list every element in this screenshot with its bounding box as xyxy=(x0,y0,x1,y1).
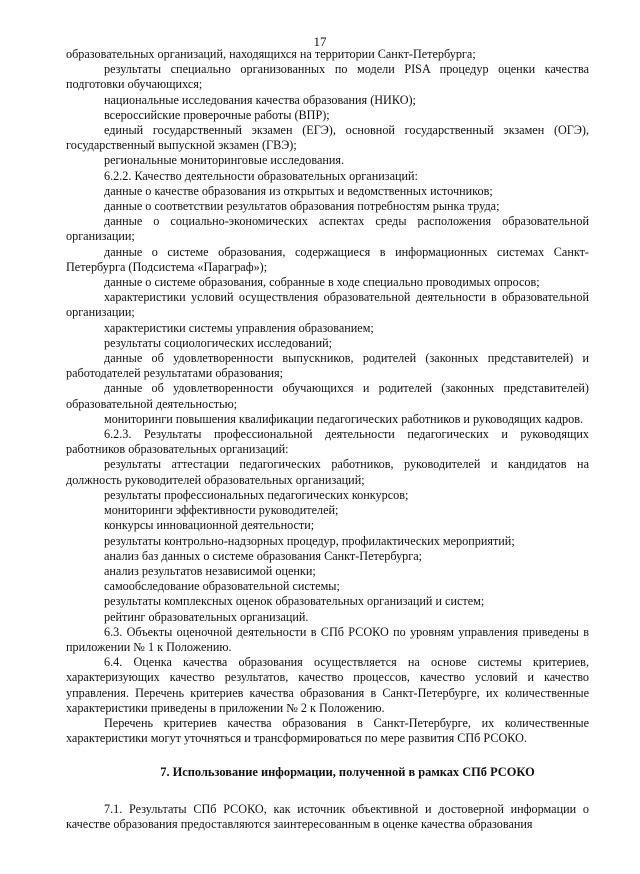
list-item: данные об удовлетворенности выпускников, родителей (законных представителей) и работодателей результатами образования; xyxy=(66,351,589,381)
list-item: всероссийские проверочные работы (ВПР); xyxy=(104,107,330,122)
list-item: данные о качестве образования из открытых и ведомственных источников; xyxy=(104,183,493,198)
list-item: национальные исследования качества образования (НИКО); xyxy=(104,92,416,107)
list-item: анализ результатов независимой оценки; xyxy=(104,563,316,578)
list-item: характеристики системы управления образованием; xyxy=(104,320,374,335)
paragraph: Перечень критериев качества образования в Санкт-Петербурге, их количественные характеристики могут уточняться и трансформироваться по мере развития СПб РСОКО. xyxy=(66,715,589,746)
subsection-title: 6.2.3. Результаты профессиональной деятельности педагогических и руководящих работников образовательных организаций: xyxy=(66,427,589,457)
list-item: данные о системе образования, содержащиеся в информационных системах Санкт-Петербурга (Подсистема «Параграф»); xyxy=(66,244,589,274)
list-item: рейтинг образовательных организаций. xyxy=(104,609,309,624)
list-item: анализ баз данных о системе образования Санкт-Петербурга; xyxy=(104,548,423,563)
paragraph: образовательных организаций, находящихся на территории Санкт-Петербурга; xyxy=(66,47,476,61)
list-item: данные об удовлетворенности обучающихся и родителей (законных представителей) образовательной деятельностью; xyxy=(66,381,589,411)
list-item: мониторинги эффективности руководителей; xyxy=(104,503,339,518)
page-body xyxy=(66,47,589,832)
list-item: результаты профессиональных педагогических конкурсов; xyxy=(104,487,409,502)
list-item: результаты аттестации педагогических работников, руководителей и кандидатов на должность руководителей образовательных организаций; xyxy=(66,457,589,487)
subsection-title: 6.2.2. Качество деятельности образовательных организаций: xyxy=(104,168,418,183)
list-item: региональные мониторинговые исследования. xyxy=(104,153,345,168)
page-number: 17 xyxy=(313,34,327,49)
section-heading: 7. Использование информации, полученной в рамках СПб РСОКО xyxy=(160,765,535,780)
paragraph: результаты специально организованных по модели PISA процедур оценки качества подготовки обучающихся; xyxy=(66,62,589,92)
list-item: единый государственный экзамен (ЕГЭ), основной государственный экзамен (ОГЭ), государственный выпускной экзамен (ГВЭ); xyxy=(66,123,589,153)
list-item: самообследование образовательной системы; xyxy=(104,579,340,594)
paragraph: 7.1. Результаты СПб РСОКО, как источник объективной и достоверной информации о качестве образования предоставляются заинтересованным в оценке качества образования xyxy=(66,801,589,831)
paragraph: 6.4. Оценка качества образования осуществляется на основе системы критериев, характеризующих качество результатов, качество процессов, качество условий и качество управления. Перечень критериев качества образования в Санкт-Петербурге, их количественные характеристики приведены в приложении № 2 к Положению. xyxy=(66,655,589,715)
list-item: данные о системе образования, собранные в ходе специально проводимых опросов; xyxy=(104,275,540,290)
list-item: мониторинги повышения квалификации педагогических работников и руководящих кадров. xyxy=(104,411,584,426)
list-item: результаты комплексных оценок образовательных организаций и систем; xyxy=(104,594,485,609)
list-item: результаты контрольно-надзорных процедур, профилактических мероприятий; xyxy=(104,533,515,548)
paragraph: 6.3. Объекты оценочной деятельности в СПб РСОКО по уровням управления приведены в приложении № 1 к Положению. xyxy=(66,624,589,654)
list-item: данные о социально-экономических аспектах среды расположения образовательной организации; xyxy=(66,214,589,244)
list-item: результаты социологических исследований; xyxy=(104,335,333,350)
list-item: конкурсы инновационной деятельности; xyxy=(104,518,315,533)
list-item: характеристики условий осуществления образовательной деятельности в образовательной организации; xyxy=(66,290,589,320)
list-item: данные о соответствии результатов образования потребностям рынка труда; xyxy=(104,199,500,214)
